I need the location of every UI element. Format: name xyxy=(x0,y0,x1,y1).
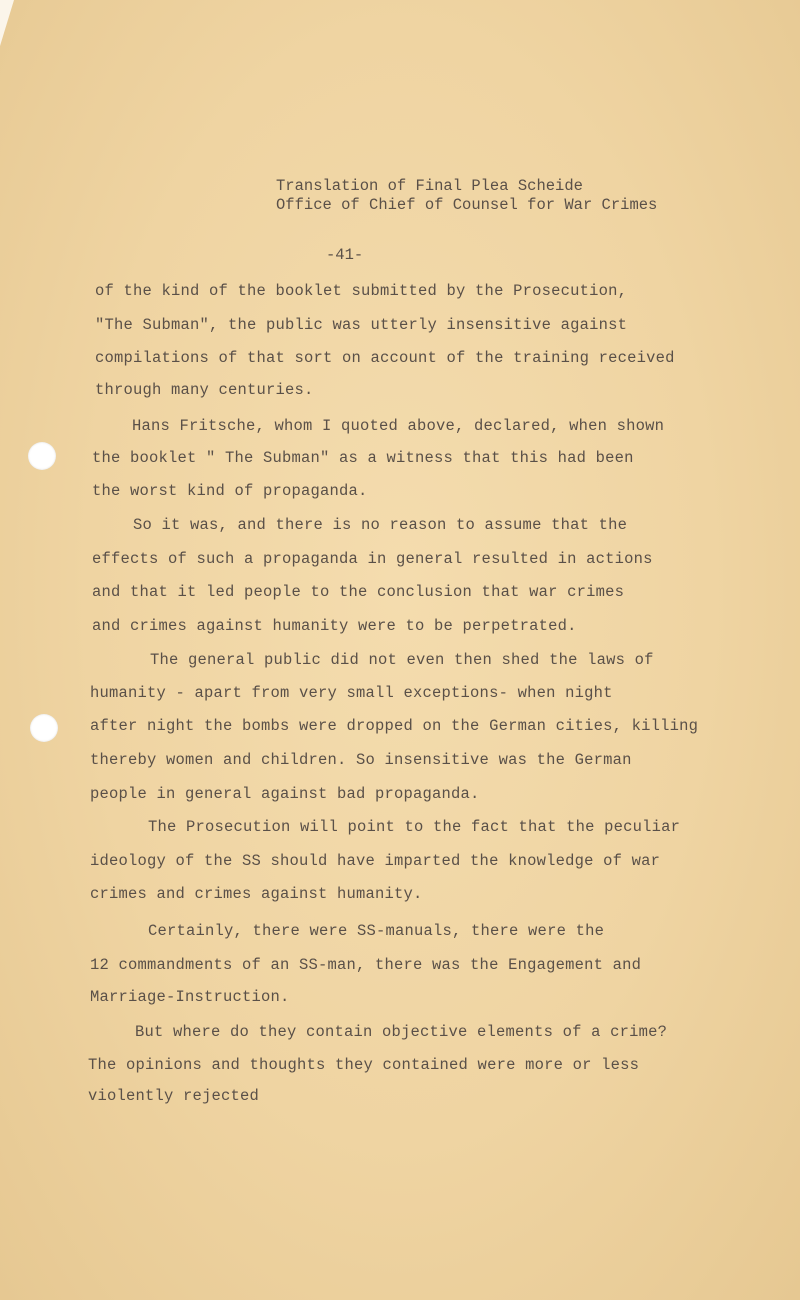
text-line: But where do they contain objective elements of a crime? xyxy=(135,1023,668,1041)
text-line: of the kind of the booklet submitted by the Prosecution, xyxy=(95,282,628,300)
text-line: people in general against bad propaganda. xyxy=(90,785,480,803)
punch-hole-bottom xyxy=(30,714,58,742)
text-line: effects of such a propaganda in general resulted in actions xyxy=(92,550,653,568)
punch-hole-top xyxy=(28,442,56,470)
text-line: 12 commandments of an SS-man, there was the Engagement and xyxy=(90,956,642,974)
text-line: Certainly, there were SS-manuals, there were the xyxy=(148,922,605,940)
folded-corner xyxy=(0,0,14,46)
text-line: humanity - apart from very small exceptions- when night xyxy=(90,684,613,702)
text-line: Hans Fritsche, whom I quoted above, declared, when shown xyxy=(132,417,665,435)
document-header xyxy=(276,177,657,215)
text-line: after night the bombs were dropped on the German cities, killing xyxy=(90,717,699,735)
text-line: ideology of the SS should have imparted the knowledge of war xyxy=(90,852,661,870)
header-line-2: Office of Chief of Counsel for War Crimes xyxy=(276,196,658,214)
text-line: through many centuries. xyxy=(95,381,314,399)
header-line-1: Translation of Final Plea Scheide xyxy=(276,177,583,195)
page-number: -41- xyxy=(326,246,364,264)
text-line: and that it led people to the conclusion that war crimes xyxy=(92,583,625,601)
text-line: So it was, and there is no reason to assume that the xyxy=(133,516,628,534)
text-line: The opinions and thoughts they contained were more or less xyxy=(88,1056,640,1074)
text-line: Marriage-Instruction. xyxy=(90,988,290,1006)
text-line: "The Subman", the public was utterly insensitive against xyxy=(95,316,628,334)
text-line: the worst kind of propaganda. xyxy=(92,482,368,500)
text-line: The general public did not even then shed the laws of xyxy=(150,651,654,669)
text-line: thereby women and children. So insensitive was the German xyxy=(90,751,632,769)
text-line: and crimes against humanity were to be perpetrated. xyxy=(92,617,577,635)
text-line: The Prosecution will point to the fact that the peculiar xyxy=(148,818,681,836)
text-line: the booklet " The Subman" as a witness that this had been xyxy=(92,449,634,467)
text-line: crimes and crimes against humanity. xyxy=(90,885,423,903)
text-line: violently rejected xyxy=(88,1087,260,1105)
text-line: compilations of that sort on account of the training received xyxy=(95,349,675,367)
